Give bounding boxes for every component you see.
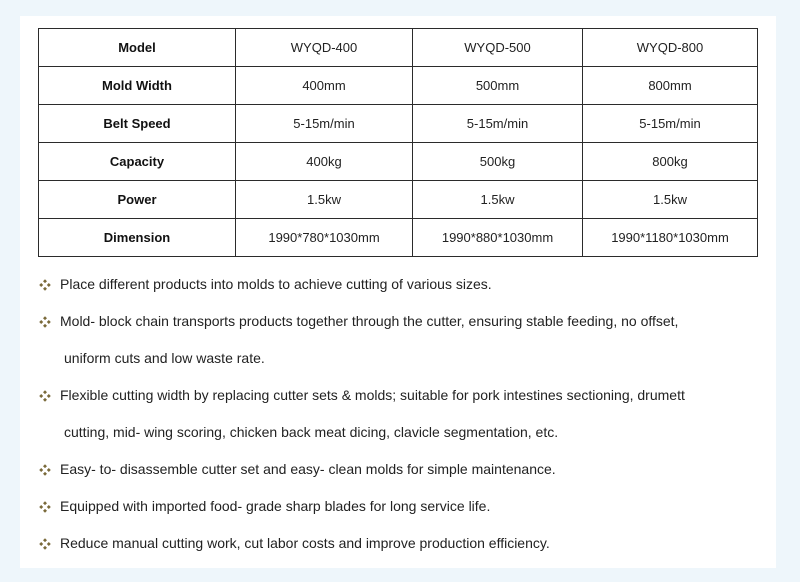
spec-table <box>38 28 758 257</box>
table-cell: 5-15m/min <box>236 105 413 143</box>
diamond-bullet-icon <box>38 303 52 340</box>
feature-text-continued: cutting, mid- wing scoring, chicken back meat dicing, clavicle segmentation, etc. <box>64 424 559 440</box>
table-row <box>39 67 758 105</box>
table-cell: 5-15m/min <box>413 105 583 143</box>
diamond-bullet-icon <box>38 488 52 525</box>
table-cell: 1.5kw <box>236 181 413 219</box>
feature-text-continued: uniform cuts and low waste rate. <box>64 350 265 366</box>
table-cell: 800mm <box>583 67 758 105</box>
row-label: Power <box>39 181 236 219</box>
table-cell: 1.5kw <box>413 181 583 219</box>
table-cell: 1990*1180*1030mm <box>583 219 758 257</box>
table-cell: 800kg <box>583 143 758 181</box>
table-cell: WYQD-400 <box>236 29 413 67</box>
feature-text: Easy- to- disassemble cutter set and easy- clean molds for simple maintenance. <box>60 461 556 477</box>
table-cell: 500kg <box>413 143 583 181</box>
list-item <box>38 525 774 562</box>
table-row <box>39 219 758 257</box>
table-cell: 5-15m/min <box>583 105 758 143</box>
diamond-bullet-icon <box>38 266 52 303</box>
table-cell: 1990*880*1030mm <box>413 219 583 257</box>
feature-text: Equipped with imported food- grade sharp blades for long service life. <box>60 498 491 514</box>
table-row <box>39 105 758 143</box>
list-item <box>38 266 774 303</box>
feature-text: Mold- block chain transports products together through the cutter, ensuring stable feeding, no offset, <box>60 313 679 329</box>
table-cell: 500mm <box>413 67 583 105</box>
table-cell: WYQD-800 <box>583 29 758 67</box>
diamond-bullet-icon <box>38 377 52 414</box>
list-item <box>38 451 774 488</box>
feature-text: Flexible cutting width by replacing cutter sets & molds; suitable for pork intestines sectioning, drumett <box>60 387 685 403</box>
list-item <box>38 488 774 525</box>
table-cell: 400mm <box>236 67 413 105</box>
feature-list <box>38 266 774 562</box>
spec-card <box>20 16 776 568</box>
row-label: Belt Speed <box>39 105 236 143</box>
table-cell: 400kg <box>236 143 413 181</box>
feature-text: Place different products into molds to achieve cutting of various sizes. <box>60 276 492 292</box>
diamond-bullet-icon <box>38 525 52 562</box>
table-row <box>39 29 758 67</box>
row-label: Model <box>39 29 236 67</box>
table-cell: WYQD-500 <box>413 29 583 67</box>
row-label: Capacity <box>39 143 236 181</box>
table-row <box>39 181 758 219</box>
table-cell: 1.5kw <box>583 181 758 219</box>
table-cell: 1990*780*1030mm <box>236 219 413 257</box>
diamond-bullet-icon <box>38 451 52 488</box>
feature-text: Reduce manual cutting work, cut labor costs and improve production efficiency. <box>60 535 550 551</box>
row-label: Dimension <box>39 219 236 257</box>
list-item <box>38 303 774 377</box>
row-label: Mold Width <box>39 67 236 105</box>
list-item <box>38 377 774 451</box>
table-row <box>39 143 758 181</box>
